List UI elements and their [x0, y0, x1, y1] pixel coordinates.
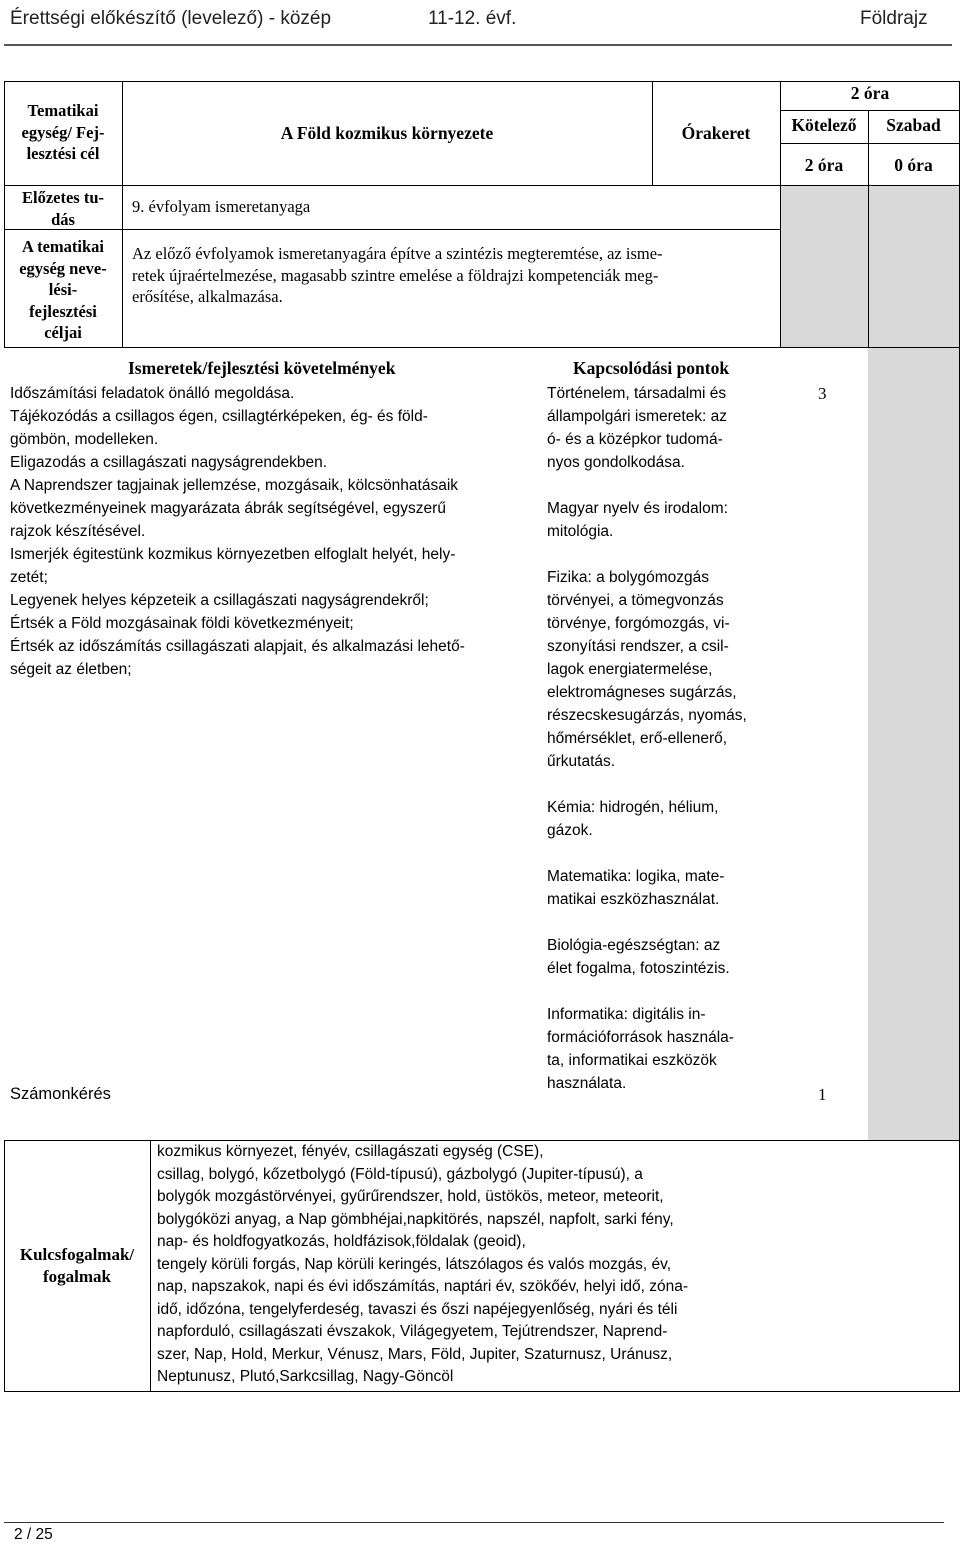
goals-text	[132, 243, 663, 308]
gray-block-top	[780, 186, 960, 347]
key-concepts-text	[157, 1141, 952, 1389]
unit-label-line: lesztési cél	[26, 144, 100, 163]
goals-label-line: A tematikai	[21, 237, 105, 256]
requirement-line: Eligazodás a csillagászati nagyságrendekben.	[10, 454, 328, 471]
goals-text-line: retek újraértelmezése, magasabb szintre emelése a földrajzi kompetenciák meg-	[132, 265, 659, 285]
free-label: Szabad	[886, 115, 941, 135]
key-concepts-line: kozmikus környezet, fényév, csillagászati egység (CSE),	[157, 1143, 544, 1160]
connection-chemistry: Kémia: hidrogén, hélium, gázok.	[547, 799, 719, 839]
key-concepts-line: idő, időzóna, tengelyferdeség, tavaszi és őszi napéjegyenlőség, nyári és téli	[157, 1300, 678, 1318]
goals-text-line: erősítése, alkalmazása.	[132, 287, 283, 306]
key-concepts-line: nap- és holdfogyatkozás, holdfázisok,földalak (geoid),	[157, 1233, 526, 1250]
requirement-line: ségeit az életben;	[10, 661, 132, 678]
header-grade: 11-12. évf.	[428, 8, 517, 29]
requirements-list	[10, 382, 540, 681]
hours-label: Órakeret	[681, 123, 751, 143]
goals-label-line: fejlesztési	[29, 301, 97, 321]
connection-literature: Magyar nyelv és irodalom: mitológia.	[547, 500, 728, 540]
key-concepts-label-line: fogalmak	[43, 1266, 111, 1286]
requirement-line: Időszámítási feladatok önálló megoldása.	[10, 385, 295, 402]
requirement-line: A Naprendszer tagjainak jellemzése, mozgásaik, kölcsönhatásaik	[10, 477, 459, 494]
key-concepts-label	[4, 1244, 150, 1287]
key-concepts-line: csillag, bolygó, kőzetbolygó (Föld-típusú), gázbolygó (Jupiter-típusú), a	[157, 1165, 643, 1183]
connection-math: Matematika: logika, mate- matikai eszközhasználat.	[547, 868, 725, 908]
key-concepts-line: bolygók mozgástörvényei, gyűrűrendszer, hold, üstökös, meteor, meteorit,	[157, 1188, 664, 1205]
header-course: Érettségi előkészítő (levelező) - közép	[10, 8, 332, 29]
goals-label-line: egység neve-	[19, 258, 107, 278]
unit-label	[4, 100, 122, 165]
header-rule	[4, 44, 952, 46]
requirement-line: Tájékozódás a csillagos égen, csillagtérképeken, ég- és föld-	[10, 408, 428, 425]
page-number: 2 / 25	[14, 1526, 53, 1543]
key-concepts-line: Neptunusz, Plutó,Sarkcsillag, Nagy-Göncöl	[157, 1368, 454, 1385]
requirement-line: következményeinek magyarázata ábrák segítségével, egyszerű	[10, 500, 446, 517]
free-hours: 0 óra	[894, 155, 933, 175]
prior-label-line: Előzetes tu-	[21, 188, 105, 207]
prior-label-line: dás	[51, 209, 75, 229]
goals-label-line: céljai	[44, 323, 82, 342]
requirement-line: Ismerjék égitestünk kozmikus környezetben elfoglalt helyét, hely-	[10, 546, 456, 563]
unit-title: A Föld kozmikus környezete	[280, 123, 494, 143]
key-concepts-line: napforduló, csillagászati évszakok, Világegyetem, Tejútrendszer, Naprend-	[157, 1323, 668, 1340]
assessment-label: Számonkérés	[10, 1085, 111, 1103]
connection-physics: Fizika: a bolygómozgás törvényei, a tömegvonzás törvénye, forgómozgás, vi- szonyítási rendszer, a csil- lagok energiatermelése, elektromágneses sugárzás, részecskesugárzás, nyomás, hőmérséklet, erő-ellenerő, űrkutatás.	[547, 569, 747, 770]
unit-label-line: Tematikai	[27, 101, 99, 120]
prior-label	[4, 187, 122, 230]
connection-history: Történelem, társadalmi és állampolgári ismeretek: az ó- és a középkor tudomá- nyos gondolkodása.	[547, 385, 728, 471]
header-subject: Földrajz	[860, 8, 928, 29]
requirement-line: Legyenek helyes képzeteik a csillagászati nagyságrendekről;	[10, 592, 429, 609]
requirement-line: Értsék a Föld mozgásainak földi következményeit;	[10, 615, 354, 632]
goals-label-line: lési-	[48, 280, 78, 299]
key-concepts-label-line: Kulcsfogalmak/	[19, 1245, 135, 1264]
goals-label	[4, 236, 122, 344]
mandatory-hours: 2 óra	[804, 155, 844, 175]
key-concepts-line: szer, Nap, Hold, Merkur, Vénusz, Mars, Föld, Jupiter, Szaturnusz, Uránusz,	[157, 1345, 673, 1363]
requirement-line: gömbön, modelleken.	[10, 431, 159, 448]
mandatory-label: Kötelező	[791, 115, 857, 135]
connections-list	[547, 382, 777, 1095]
gray-block-main	[868, 348, 960, 1140]
requirement-line: Értsék az időszámítás csillagászati alapjait, és alkalmazási lehető-	[10, 638, 465, 655]
prior-text: 9. évfolyam ismeretanyaga	[132, 197, 311, 216]
key-concepts-line: bolygóközi anyag, a Nap gömbhéjai,napkitörés, napszél, napfolt, sarki fény,	[157, 1210, 674, 1228]
hours-total: 2 óra	[850, 83, 890, 103]
connections-header: Kapcsolódási pontok	[573, 358, 730, 378]
key-concepts-line: nap, napszakok, napi és évi időszámítás, naptári év, szökőév, helyi idő, zóna-	[157, 1278, 689, 1295]
connection-biology: Biológia-egészségtan: az élet fogalma, fotoszintézis.	[547, 937, 730, 977]
requirement-line: rajzok készítésével.	[10, 523, 146, 540]
key-concepts-line: tengely körüli forgás, Nap körüli keringés, látszólagos és valós mozgás, év,	[157, 1255, 672, 1273]
assessment-hours: 1	[818, 1085, 827, 1104]
goals-text-line: Az előző évfolyamok ismeretanyagára építve a szintézis megteremtése, az isme-	[132, 244, 663, 263]
requirements-hours: 3	[818, 384, 827, 403]
requirement-line: zetét;	[10, 569, 48, 586]
requirements-header: Ismeretek/fejlesztési követelmények	[128, 358, 396, 378]
unit-label-line: egység/ Fej-	[21, 122, 105, 142]
connection-informatics: Informatika: digitális in- formációforrások használa- ta, informatikai eszközök használata.	[547, 1006, 734, 1092]
footer-rule	[4, 1522, 944, 1523]
